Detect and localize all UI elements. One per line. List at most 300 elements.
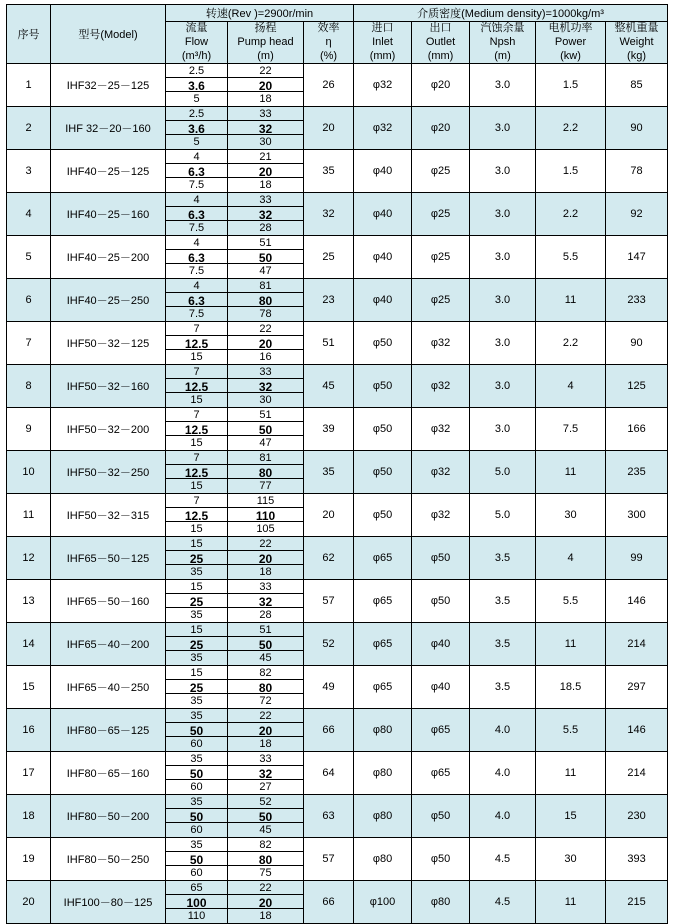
- row-head-item: 80: [228, 852, 303, 866]
- row-outlet: φ25: [412, 193, 470, 236]
- row-outlet: φ40: [412, 666, 470, 709]
- row-power: 1.5: [536, 64, 606, 107]
- row-weight: 166: [606, 408, 668, 451]
- row-efficiency: 35: [304, 150, 354, 193]
- row-flow-item: 7: [166, 322, 227, 336]
- row-flow-item: 35: [166, 795, 227, 809]
- row-npsh: 3.5: [470, 623, 536, 666]
- row-flow-item: 12.5: [166, 508, 227, 522]
- row-head: [228, 236, 304, 279]
- row-flow-item: 100: [166, 895, 227, 909]
- table-row: [7, 752, 668, 795]
- row-flow-item: 25: [166, 680, 227, 694]
- row-power: 4: [536, 365, 606, 408]
- row-inlet: φ80: [354, 752, 412, 795]
- row-power: 2.2: [536, 107, 606, 150]
- row-power: 2.2: [536, 193, 606, 236]
- row-efficiency: 20: [304, 494, 354, 537]
- header-label-npsh-en: Npsh: [489, 35, 516, 48]
- row-flow-item: 3.6: [166, 121, 227, 135]
- row-weight: 300: [606, 494, 668, 537]
- row-npsh: 3.5: [470, 537, 536, 580]
- header-label-flow-cn: 流量: [185, 22, 208, 34]
- row-outlet: φ32: [412, 494, 470, 537]
- row-inlet: φ40: [354, 279, 412, 322]
- row-head-item: 81: [228, 451, 303, 465]
- row-power: 5.5: [536, 236, 606, 279]
- row-npsh: 4.0: [470, 709, 536, 752]
- row-head-item: 82: [228, 838, 303, 852]
- row-flow: [166, 795, 228, 838]
- row-outlet: φ80: [412, 881, 470, 924]
- row-head: [228, 408, 304, 451]
- row-head-item: 51: [228, 623, 303, 637]
- row-no: 9: [7, 408, 51, 451]
- header-label-flow-en: Flow: [184, 35, 209, 48]
- row-head-item: 51: [228, 236, 303, 250]
- row-model: IHF40－25－250: [51, 279, 166, 322]
- row-flow-item: 35: [166, 752, 227, 766]
- row-model: IHF50－32－200: [51, 408, 166, 451]
- row-outlet: φ40: [412, 623, 470, 666]
- row-weight: 90: [606, 322, 668, 365]
- row-flow-item: 15: [166, 666, 227, 680]
- row-flow-item: 4: [166, 193, 227, 207]
- row-power: 11: [536, 623, 606, 666]
- row-flow: [166, 666, 228, 709]
- row-head-item: 45: [259, 824, 272, 837]
- table-row: [7, 838, 668, 881]
- row-head-item: 32: [228, 379, 303, 393]
- row-flow-item: 15: [166, 580, 227, 594]
- row-npsh: 3.0: [470, 150, 536, 193]
- row-head-item: 22: [228, 537, 303, 551]
- row-head-item: 20: [228, 164, 303, 178]
- row-model: IHF80－65－160: [51, 752, 166, 795]
- row-head-item: 80: [228, 680, 303, 694]
- row-head-item: 20: [228, 336, 303, 350]
- row-flow-item: 60: [190, 738, 203, 751]
- row-weight: 85: [606, 64, 668, 107]
- row-inlet: φ50: [354, 408, 412, 451]
- row-no: 1: [7, 64, 51, 107]
- row-head-item: 51: [228, 408, 303, 422]
- header-cell-no: [7, 5, 51, 64]
- row-efficiency: 39: [304, 408, 354, 451]
- row-head-item: 30: [259, 136, 272, 149]
- header-rev-label: 转速(Rev )=2900r/min: [205, 8, 314, 20]
- row-head-item: 18: [259, 566, 272, 579]
- row-flow: [166, 64, 228, 107]
- row-head-item: 33: [228, 752, 303, 766]
- row-flow-item: 15: [190, 523, 203, 536]
- row-npsh: 5.0: [470, 451, 536, 494]
- row-flow: [166, 451, 228, 494]
- row-efficiency: 63: [304, 795, 354, 838]
- row-outlet: φ20: [412, 107, 470, 150]
- row-flow: [166, 709, 228, 752]
- header-cell-npsh: [470, 22, 536, 64]
- row-flow-item: 35: [190, 695, 203, 708]
- row-model: IHF65－40－250: [51, 666, 166, 709]
- row-head-item: 20: [228, 551, 303, 565]
- row-outlet: φ32: [412, 322, 470, 365]
- header-cell-efficiency: [304, 22, 354, 64]
- table-row: [7, 623, 668, 666]
- header-cell-power: [536, 22, 606, 64]
- row-flow-item: 15: [190, 480, 203, 493]
- row-head-item: 47: [259, 265, 272, 278]
- row-power: 11: [536, 752, 606, 795]
- row-npsh: 5.0: [470, 494, 536, 537]
- row-inlet: φ50: [354, 494, 412, 537]
- row-npsh: 3.5: [470, 666, 536, 709]
- row-flow: [166, 494, 228, 537]
- row-head: [228, 322, 304, 365]
- row-efficiency: 26: [304, 64, 354, 107]
- row-weight: 297: [606, 666, 668, 709]
- table-row: [7, 881, 668, 924]
- row-head-item: 32: [228, 594, 303, 608]
- row-power: 11: [536, 279, 606, 322]
- row-head: [228, 709, 304, 752]
- row-head: [228, 279, 304, 322]
- row-head-item: 110: [228, 508, 303, 522]
- row-flow-item: 15: [190, 437, 203, 450]
- row-no: 15: [7, 666, 51, 709]
- table-row: [7, 365, 668, 408]
- header-cell-head: [228, 22, 304, 64]
- row-model: IHF65－40－200: [51, 623, 166, 666]
- row-no: 16: [7, 709, 51, 752]
- table-row: [7, 64, 668, 107]
- row-flow-item: 5: [193, 93, 200, 106]
- row-power: 5.5: [536, 580, 606, 623]
- row-model: IHF65－50－125: [51, 537, 166, 580]
- row-no: 12: [7, 537, 51, 580]
- row-head: [228, 666, 304, 709]
- row-head-item: 16: [259, 351, 272, 364]
- row-no: 7: [7, 322, 51, 365]
- header-label-outlet-cn: 出口: [429, 22, 452, 34]
- row-no: 10: [7, 451, 51, 494]
- row-head-item: 30: [259, 394, 272, 407]
- row-outlet: φ20: [412, 64, 470, 107]
- row-head-item: 80: [228, 293, 303, 307]
- header-label-head-unit: (m): [257, 49, 274, 62]
- row-flow: [166, 193, 228, 236]
- row-outlet: φ32: [412, 408, 470, 451]
- row-flow: [166, 537, 228, 580]
- row-power: 2.2: [536, 322, 606, 365]
- row-efficiency: 20: [304, 107, 354, 150]
- row-npsh: 4.5: [470, 881, 536, 924]
- row-npsh: 3.0: [470, 236, 536, 279]
- row-efficiency: 66: [304, 881, 354, 924]
- row-head: [228, 365, 304, 408]
- row-flow: [166, 107, 228, 150]
- table-row: [7, 150, 668, 193]
- row-no: 8: [7, 365, 51, 408]
- table-row: [7, 236, 668, 279]
- row-model: IHF65－50－160: [51, 580, 166, 623]
- row-flow-item: 6.3: [166, 250, 227, 264]
- row-flow: [166, 408, 228, 451]
- row-outlet: φ32: [412, 451, 470, 494]
- row-head-item: 18: [259, 738, 272, 751]
- row-flow-item: 60: [190, 781, 203, 794]
- row-flow: [166, 150, 228, 193]
- row-flow: [166, 580, 228, 623]
- row-flow-item: 35: [166, 838, 227, 852]
- row-weight: 235: [606, 451, 668, 494]
- row-weight: 147: [606, 236, 668, 279]
- table-row: [7, 279, 668, 322]
- table-row: [7, 494, 668, 537]
- row-inlet: φ100: [354, 881, 412, 924]
- row-efficiency: 57: [304, 838, 354, 881]
- row-head-item: 115: [228, 494, 303, 508]
- row-inlet: φ65: [354, 666, 412, 709]
- header-label-inlet-cn: 进口: [371, 22, 394, 34]
- row-efficiency: 66: [304, 709, 354, 752]
- row-flow-item: 50: [166, 723, 227, 737]
- row-model: IHF100－80－125: [51, 881, 166, 924]
- row-no: 2: [7, 107, 51, 150]
- row-flow-item: 35: [190, 566, 203, 579]
- row-weight: 90: [606, 107, 668, 150]
- row-power: 30: [536, 838, 606, 881]
- header-label-inlet-unit: (mm): [369, 49, 396, 62]
- row-flow-item: 50: [166, 852, 227, 866]
- header-label-weight-en: Weight: [619, 35, 654, 48]
- row-head-item: 28: [259, 609, 272, 622]
- row-flow-item: 12.5: [166, 465, 227, 479]
- row-flow: [166, 322, 228, 365]
- row-model: IHF50－32－250: [51, 451, 166, 494]
- row-efficiency: 23: [304, 279, 354, 322]
- row-efficiency: 52: [304, 623, 354, 666]
- row-head: [228, 580, 304, 623]
- row-head: [228, 193, 304, 236]
- row-npsh: 3.0: [470, 193, 536, 236]
- row-flow-item: 5: [193, 136, 200, 149]
- row-head-item: 77: [259, 480, 272, 493]
- row-head: [228, 795, 304, 838]
- row-power: 11: [536, 451, 606, 494]
- row-flow-item: 35: [190, 609, 203, 622]
- row-no: 14: [7, 623, 51, 666]
- row-outlet: φ50: [412, 580, 470, 623]
- row-flow: [166, 236, 228, 279]
- row-weight: 230: [606, 795, 668, 838]
- row-weight: 92: [606, 193, 668, 236]
- row-inlet: φ32: [354, 64, 412, 107]
- header-conditions-row: [7, 5, 668, 22]
- row-head-item: 105: [256, 523, 275, 536]
- row-inlet: φ40: [354, 236, 412, 279]
- row-head-item: 50: [228, 250, 303, 264]
- row-head-item: 78: [259, 308, 272, 321]
- row-model: IHF50－32－160: [51, 365, 166, 408]
- row-head-item: 18: [259, 179, 272, 192]
- row-no: 4: [7, 193, 51, 236]
- row-no: 13: [7, 580, 51, 623]
- table-row: [7, 193, 668, 236]
- row-flow-item: 15: [190, 351, 203, 364]
- row-flow-item: 65: [166, 881, 227, 895]
- row-head-item: 21: [228, 150, 303, 164]
- row-flow-item: 15: [190, 394, 203, 407]
- row-weight: 125: [606, 365, 668, 408]
- row-inlet: φ50: [354, 451, 412, 494]
- row-efficiency: 62: [304, 537, 354, 580]
- table-row: [7, 709, 668, 752]
- row-inlet: φ50: [354, 365, 412, 408]
- row-head: [228, 752, 304, 795]
- row-weight: 146: [606, 580, 668, 623]
- row-head-item: 20: [228, 723, 303, 737]
- row-efficiency: 49: [304, 666, 354, 709]
- row-npsh: 4.0: [470, 795, 536, 838]
- row-head-item: 20: [228, 895, 303, 909]
- row-head-item: 75: [259, 867, 272, 880]
- row-flow-item: 4: [166, 150, 227, 164]
- row-efficiency: 57: [304, 580, 354, 623]
- row-head: [228, 150, 304, 193]
- row-flow-item: 15: [166, 537, 227, 551]
- header-label-weight-unit: (kg): [627, 49, 646, 62]
- row-weight: 99: [606, 537, 668, 580]
- row-npsh: 4.0: [470, 752, 536, 795]
- row-outlet: φ65: [412, 709, 470, 752]
- row-flow-item: 7.5: [188, 179, 205, 192]
- row-model: IHF40－25－125: [51, 150, 166, 193]
- row-power: 1.5: [536, 150, 606, 193]
- row-flow: [166, 838, 228, 881]
- row-weight: 214: [606, 623, 668, 666]
- header-label-model: 型号(Model): [78, 29, 138, 42]
- row-outlet: φ65: [412, 752, 470, 795]
- row-flow-item: 4: [166, 236, 227, 250]
- row-no: 17: [7, 752, 51, 795]
- row-no: 6: [7, 279, 51, 322]
- header-cell-weight: [606, 22, 668, 64]
- row-no: 3: [7, 150, 51, 193]
- row-head-item: 80: [228, 465, 303, 479]
- row-weight: 393: [606, 838, 668, 881]
- row-no: 18: [7, 795, 51, 838]
- row-outlet: φ50: [412, 838, 470, 881]
- row-head-item: 33: [228, 107, 303, 121]
- row-efficiency: 64: [304, 752, 354, 795]
- table-body: [7, 5, 668, 924]
- row-head-item: 33: [228, 580, 303, 594]
- row-head-item: 45: [259, 652, 272, 665]
- row-flow-item: 3.6: [166, 78, 227, 92]
- row-weight: 215: [606, 881, 668, 924]
- header-label-npsh-cn: 汽蚀余量: [480, 22, 525, 34]
- row-flow-item: 7: [166, 494, 227, 508]
- row-model: IHF40－25－200: [51, 236, 166, 279]
- row-inlet: φ65: [354, 623, 412, 666]
- table-row: [7, 537, 668, 580]
- row-outlet: φ50: [412, 537, 470, 580]
- row-head-item: 33: [228, 365, 303, 379]
- row-flow: [166, 752, 228, 795]
- row-outlet: φ32: [412, 365, 470, 408]
- row-flow-item: 4: [166, 279, 227, 293]
- header-label-head-cn: 扬程: [254, 22, 277, 34]
- row-efficiency: 35: [304, 451, 354, 494]
- row-flow-item: 7: [166, 408, 227, 422]
- row-head-item: 52: [228, 795, 303, 809]
- row-flow-item: 2.5: [166, 64, 227, 78]
- row-inlet: φ80: [354, 795, 412, 838]
- header-label-flow-unit: (m³/h): [181, 49, 212, 62]
- row-model: IHF80－65－125: [51, 709, 166, 752]
- row-flow-item: 7.5: [188, 265, 205, 278]
- row-inlet: φ65: [354, 537, 412, 580]
- row-model: IHF50－32－315: [51, 494, 166, 537]
- header-label-npsh-unit: (m): [494, 49, 511, 62]
- row-power: 30: [536, 494, 606, 537]
- row-npsh: 3.0: [470, 107, 536, 150]
- row-head-item: 32: [228, 121, 303, 135]
- row-head-item: 33: [228, 193, 303, 207]
- row-head-item: 20: [228, 78, 303, 92]
- row-power: 15: [536, 795, 606, 838]
- row-head-item: 22: [228, 322, 303, 336]
- header-cell-outlet: [412, 22, 470, 64]
- table-row: [7, 408, 668, 451]
- row-flow-item: 7: [166, 365, 227, 379]
- row-flow-item: 35: [166, 709, 227, 723]
- table-row: [7, 322, 668, 365]
- row-weight: 78: [606, 150, 668, 193]
- row-no: 5: [7, 236, 51, 279]
- row-inlet: φ50: [354, 322, 412, 365]
- row-no: 20: [7, 881, 51, 924]
- pump-specification-table: [6, 4, 668, 924]
- header-cell-inlet: [354, 22, 412, 64]
- row-flow-item: 15: [166, 623, 227, 637]
- row-head-item: 50: [228, 637, 303, 651]
- row-npsh: 4.5: [470, 838, 536, 881]
- row-flow-item: 7.5: [188, 222, 205, 235]
- header-label-power-unit: (kw): [560, 49, 581, 62]
- row-flow-item: 7.5: [188, 308, 205, 321]
- row-flow-item: 12.5: [166, 379, 227, 393]
- row-flow: [166, 365, 228, 408]
- row-flow-item: 35: [190, 652, 203, 665]
- row-head-item: 50: [228, 422, 303, 436]
- row-head-item: 47: [259, 437, 272, 450]
- header-label-eff-en: η: [325, 35, 332, 48]
- row-npsh: 3.5: [470, 580, 536, 623]
- header-label-outlet-en: Outlet: [425, 35, 456, 48]
- row-efficiency: 45: [304, 365, 354, 408]
- row-inlet: φ65: [354, 580, 412, 623]
- row-outlet: φ25: [412, 150, 470, 193]
- row-npsh: 3.0: [470, 408, 536, 451]
- row-head-item: 22: [228, 881, 303, 895]
- spec-sheet: [0, 4, 673, 923]
- row-flow: [166, 623, 228, 666]
- row-inlet: φ80: [354, 838, 412, 881]
- table-row: [7, 580, 668, 623]
- row-head-item: 27: [259, 781, 272, 794]
